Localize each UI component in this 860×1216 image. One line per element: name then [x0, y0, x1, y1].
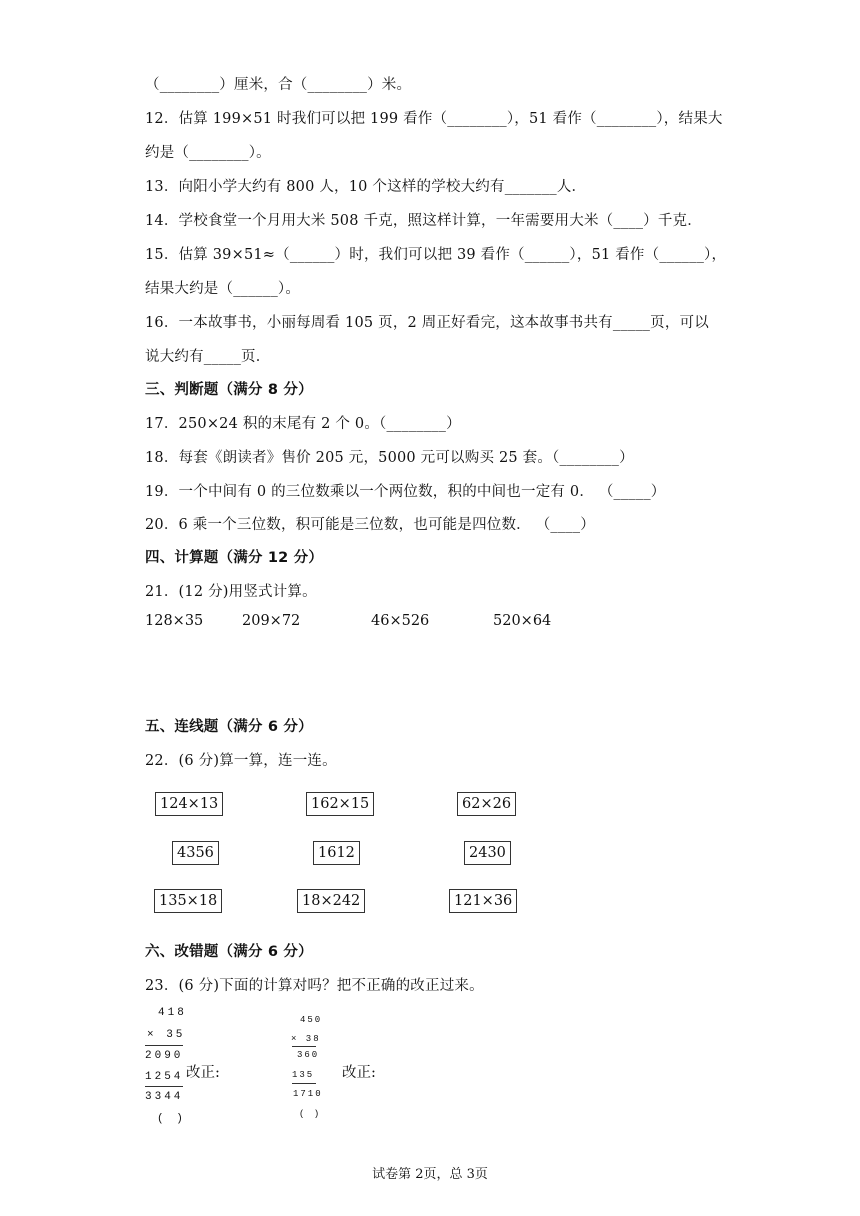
calc-a-rule — [145, 1086, 183, 1087]
calc-b-answer-paren: ( ) — [299, 1109, 322, 1119]
match-box-top: 124×13 — [155, 792, 223, 816]
match-box-top: 162×15 — [306, 792, 374, 816]
question-15-line2: 结果大约是（______）。 — [145, 281, 301, 297]
calc-a-product: 3344 — [145, 1091, 184, 1103]
question-14: 14．学校食堂一个月用大米 508 千克，照这样计算，一年需要用大米（____）千克． — [145, 213, 702, 229]
question-22: 22．(6 分)算一算，连一连。 — [145, 753, 337, 769]
calc-item: 128×35 — [145, 613, 204, 629]
calc-a-multiplicand: 418 — [158, 1007, 187, 1019]
match-box-middle: 2430 — [464, 841, 511, 865]
calc-b-multiplicand: 450 — [300, 1015, 323, 1025]
question-13: 13．向阳小学大约有 800 人，10 个这样的学校大约有_______人． — [145, 179, 587, 195]
question-19: 19．一个中间有 0 的三位数乘以一个两位数，积的中间也一定有 0． （_____） — [145, 484, 666, 500]
fix-label-b: 改正: — [342, 1065, 376, 1081]
section-6-heading: 六、改错题（满分 6 分） — [145, 944, 313, 960]
calc-b-partial-1: 360 — [297, 1050, 320, 1060]
calc-item: 520×64 — [493, 613, 552, 629]
question-16-line2: 说大约有_____页． — [145, 349, 271, 365]
calc-b-rule — [292, 1046, 316, 1047]
match-box-middle: 4356 — [172, 841, 219, 865]
question-16-line1: 16．一本故事书，小丽每周看 105 页，2 周正好看完，这本故事书共有_____页，可以 — [145, 315, 709, 331]
question-18: 18．每套《朗读者》售价 205 元，5000 元可以购买 25 套。（________） — [145, 450, 634, 466]
calc-b-rule — [292, 1083, 316, 1084]
line-11-continued: （________）厘米，合（________）米。 — [145, 77, 412, 93]
match-box-bottom: 121×36 — [449, 889, 517, 913]
page-footer: 试卷第 2页，总 3页 — [372, 1167, 488, 1182]
question-15-line1: 15．估算 39×51≈（______）时，我们可以把 39 看作（______），51 看作（______）， — [145, 247, 727, 263]
match-box-bottom: 18×242 — [297, 889, 365, 913]
fix-label-a: 改正: — [186, 1065, 220, 1081]
match-box-top: 62×26 — [457, 792, 516, 816]
calc-b-multiplier: × 38 — [291, 1034, 321, 1044]
calc-a-multiplier: × 35 — [147, 1029, 186, 1041]
calc-b-partial-2: 135 — [292, 1070, 315, 1080]
match-box-bottom: 135×18 — [154, 889, 222, 913]
calc-a-answer-paren: ( ) — [157, 1113, 186, 1125]
question-21: 21．(12 分)用竖式计算。 — [145, 584, 317, 600]
section-3-heading: 三、判断题（满分 8 分） — [145, 382, 313, 398]
question-17: 17．250×24 积的末尾有 2 个 0。（________） — [145, 416, 461, 432]
calc-b-product: 1710 — [293, 1089, 323, 1099]
match-box-middle: 1612 — [313, 841, 360, 865]
calc-item: 209×72 — [242, 613, 301, 629]
calc-a-partial-1: 2090 — [145, 1050, 184, 1062]
question-20: 20．6 乘一个三位数，积可能是三位数，也可能是四位数． （____） — [145, 517, 595, 533]
question-12-line1: 12．估算 199×51 时我们可以把 199 看作（________），51 看作（________），结果大 — [145, 111, 723, 127]
question-12-line2: 约是（________）。 — [145, 145, 271, 161]
section-5-heading: 五、连线题（满分 6 分） — [145, 719, 313, 735]
calc-a-partial-2: 1254 — [145, 1071, 184, 1083]
question-23: 23．(6 分)下面的计算对吗？把不正确的改正过来。 — [145, 978, 484, 994]
calc-item: 46×526 — [371, 613, 430, 629]
calc-a-rule — [145, 1045, 183, 1046]
section-4-heading: 四、计算题（满分 12 分） — [145, 550, 324, 566]
